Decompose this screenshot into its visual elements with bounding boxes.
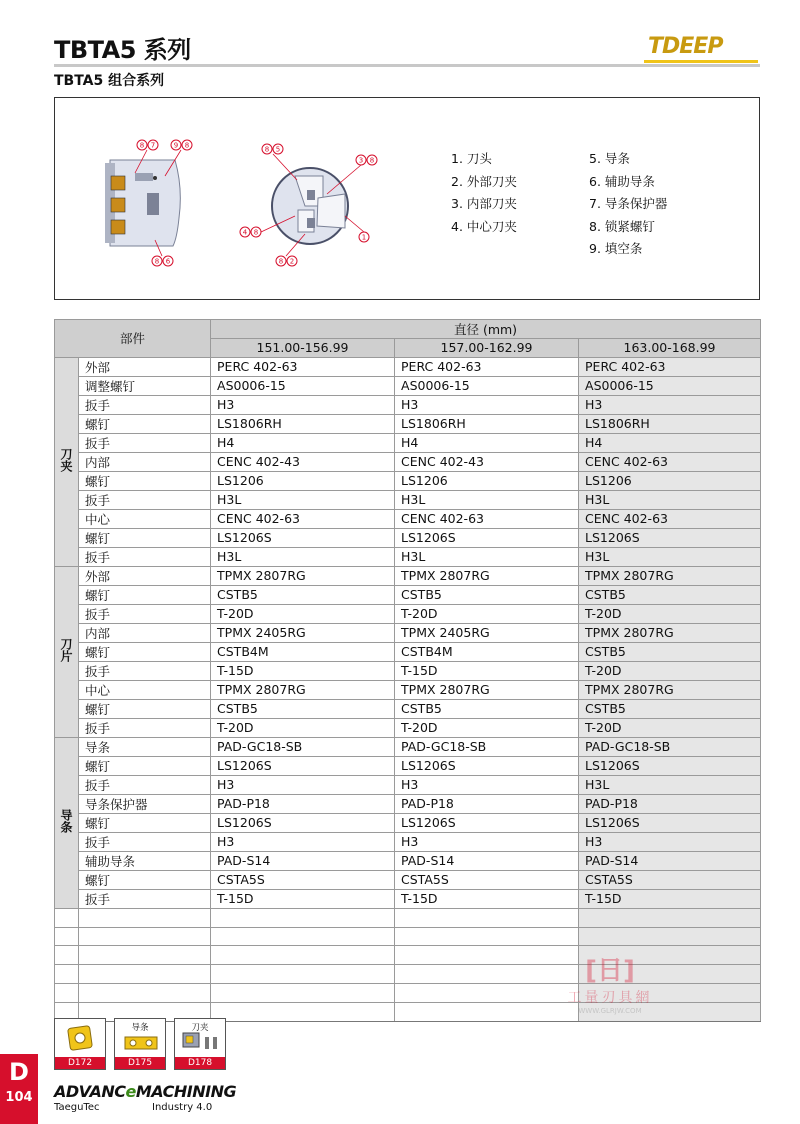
- assembly-diagram: [54, 97, 760, 300]
- legend-item: 1. 刀头: [451, 151, 492, 166]
- part-name-cell: 外部: [79, 566, 211, 585]
- part-code-cell: T-20D: [395, 718, 579, 737]
- empty-cell: [79, 983, 211, 1002]
- range-header: 157.00-162.99: [395, 339, 579, 358]
- legend-item: 2. 外部刀夹: [451, 173, 517, 189]
- empty-cell: [579, 927, 761, 946]
- legend-item: 5. 导条: [589, 151, 630, 166]
- part-name-cell: 导条保护器: [79, 794, 211, 813]
- watermark-url: WWW.GLRJW.COM: [578, 1007, 642, 1015]
- table-row: [55, 471, 761, 490]
- empty-cell: [579, 908, 761, 927]
- brand-logo: TDEEP: [648, 34, 723, 59]
- table-row: [55, 395, 761, 414]
- callout-label: 8: [253, 228, 259, 237]
- part-code-cell: LS1206S: [395, 528, 579, 547]
- empty-cell: [211, 965, 395, 984]
- part-code-cell: CSTA5S: [211, 870, 395, 889]
- table-row: [55, 433, 761, 452]
- legend-item: 7. 导条保护器: [589, 196, 668, 211]
- table-row: [55, 794, 761, 813]
- part-name-cell: 中心: [79, 680, 211, 699]
- part-code-cell: CSTA5S: [579, 870, 761, 889]
- part-name-cell: 螺钉: [79, 699, 211, 718]
- part-name-cell: 螺钉: [79, 756, 211, 775]
- table-row: [55, 509, 761, 528]
- part-code-cell: H3L: [395, 490, 579, 509]
- part-code-cell: CSTB4M: [211, 642, 395, 661]
- part-code-cell: LS1806RH: [211, 414, 395, 433]
- table-row: [55, 414, 761, 433]
- empty-cell: [395, 927, 579, 946]
- part-header: 部件: [55, 320, 211, 358]
- table-row: [55, 490, 761, 509]
- part-name-cell: 螺钉: [79, 870, 211, 889]
- empty-cell: [79, 965, 211, 984]
- empty-cell: [55, 983, 79, 1002]
- part-code-cell: LS1806RH: [579, 414, 761, 433]
- ref-pad[interactable]: [114, 1018, 166, 1070]
- table-row: [55, 832, 761, 851]
- group-label-text: 刀夹: [59, 448, 73, 473]
- table-row: [55, 813, 761, 832]
- table-row: [55, 528, 761, 547]
- empty-cell: [211, 1002, 395, 1021]
- empty-cell: [79, 946, 211, 965]
- footer-company: TaeguTec: [54, 1102, 100, 1113]
- part-code-cell: CSTB5: [395, 699, 579, 718]
- table-row: [55, 585, 761, 604]
- tool-illustration: [55, 98, 435, 298]
- table-row: [55, 566, 761, 585]
- table-row: [55, 718, 761, 737]
- part-name-cell: 扳手: [79, 889, 211, 908]
- ref-cartridge[interactable]: [174, 1018, 226, 1070]
- part-code-cell: LS1206S: [211, 813, 395, 832]
- empty-row: [55, 927, 761, 946]
- empty-cell: [211, 983, 395, 1002]
- callout-label: 8: [278, 257, 284, 266]
- empty-cell: [55, 965, 79, 984]
- page-subtitle: TBTA5 组合系列: [54, 73, 165, 89]
- part-code-cell: TPMX 2405RG: [211, 623, 395, 642]
- table-row: [55, 851, 761, 870]
- part-name-cell: 扳手: [79, 832, 211, 851]
- part-code-cell: PAD-P18: [211, 794, 395, 813]
- part-code-cell: LS1206S: [579, 756, 761, 775]
- parts-table: [54, 319, 761, 1022]
- part-code-cell: LS1206S: [211, 528, 395, 547]
- range-header: 151.00-156.99: [211, 339, 395, 358]
- part-code-cell: PAD-S14: [579, 851, 761, 870]
- empty-cell: [55, 908, 79, 927]
- table-row: [55, 737, 761, 756]
- empty-cell: [211, 908, 395, 927]
- part-code-cell: H3: [395, 775, 579, 794]
- part-code-cell: PERC 402-63: [395, 357, 579, 376]
- part-code-cell: TPMX 2807RG: [395, 680, 579, 699]
- part-code-cell: CSTB5: [579, 642, 761, 661]
- ref-code: D175: [115, 1057, 165, 1069]
- logo-left: ADVANC: [54, 1082, 126, 1101]
- part-code-cell: CENC 402-43: [211, 452, 395, 471]
- brand-underline: [644, 60, 758, 63]
- watermark-mark: [日]: [585, 956, 635, 986]
- part-code-cell: LS1206S: [579, 813, 761, 832]
- part-code-cell: H3: [579, 832, 761, 851]
- table-row: [55, 642, 761, 661]
- part-code-cell: TPMX 2807RG: [579, 680, 761, 699]
- part-code-cell: LS1806RH: [395, 414, 579, 433]
- ref-insert[interactable]: [54, 1018, 106, 1070]
- group-label: [55, 357, 79, 566]
- part-name-cell: 内部: [79, 452, 211, 471]
- part-code-cell: LS1206: [211, 471, 395, 490]
- empty-cell: [79, 908, 211, 927]
- part-code-cell: PAD-P18: [579, 794, 761, 813]
- part-code-cell: T-15D: [395, 661, 579, 680]
- callout-label: 7: [150, 141, 156, 150]
- table-row: [55, 623, 761, 642]
- title-rule: [54, 64, 760, 67]
- table-row: [55, 870, 761, 889]
- part-name-cell: 导条: [79, 737, 211, 756]
- part-code-cell: H3: [395, 395, 579, 414]
- page-number: 104: [5, 1090, 33, 1105]
- part-code-cell: H3L: [211, 547, 395, 566]
- empty-cell: [55, 946, 79, 965]
- logo-right: MACHINING: [135, 1082, 237, 1101]
- part-code-cell: PAD-P18: [395, 794, 579, 813]
- table-row: [55, 357, 761, 376]
- ref-label: 刀夹: [191, 1023, 209, 1033]
- part-code-cell: PERC 402-63: [579, 357, 761, 376]
- part-code-cell: H3L: [211, 490, 395, 509]
- part-code-cell: H3: [395, 832, 579, 851]
- part-code-cell: CENC 402-63: [579, 452, 761, 471]
- legend-left: [451, 148, 517, 238]
- legend-item: 8. 锁紧螺钉: [589, 218, 655, 234]
- part-name-cell: 扳手: [79, 395, 211, 414]
- ref-code: D178: [175, 1057, 225, 1069]
- range-header: 163.00-168.99: [579, 339, 761, 358]
- group-label: [55, 737, 79, 908]
- part-code-cell: TPMX 2807RG: [211, 566, 395, 585]
- legend-item: 6. 辅助导条: [589, 173, 655, 189]
- diameter-header: 直径 (mm): [211, 320, 761, 339]
- callout-label: 1: [361, 233, 367, 242]
- part-code-cell: CSTB5: [579, 585, 761, 604]
- legend-item: 3. 内部刀夹: [451, 196, 517, 211]
- part-code-cell: PERC 402-63: [211, 357, 395, 376]
- empty-cell: [211, 927, 395, 946]
- part-code-cell: T-20D: [579, 604, 761, 623]
- part-code-cell: H4: [579, 433, 761, 452]
- watermark-text: 工量刃具網: [567, 990, 653, 1006]
- part-name-cell: 螺钉: [79, 585, 211, 604]
- part-code-cell: T-15D: [211, 661, 395, 680]
- table-row: [55, 699, 761, 718]
- part-code-cell: LS1206: [579, 471, 761, 490]
- part-code-cell: CSTB5: [579, 699, 761, 718]
- part-name-cell: 螺钉: [79, 471, 211, 490]
- part-name-cell: 螺钉: [79, 642, 211, 661]
- part-code-cell: CSTB5: [395, 585, 579, 604]
- parts-table-body: [55, 357, 761, 1021]
- part-name-cell: 螺钉: [79, 528, 211, 547]
- part-name-cell: 外部: [79, 357, 211, 376]
- part-name-cell: 中心: [79, 509, 211, 528]
- callout-label: 2: [289, 257, 295, 266]
- callout-label: 8: [184, 141, 190, 150]
- part-name-cell: 内部: [79, 623, 211, 642]
- part-code-cell: PAD-GC18-SB: [211, 737, 395, 756]
- group-label: [55, 566, 79, 737]
- part-code-cell: T-15D: [211, 889, 395, 908]
- footer-tagline: Industry 4.0: [152, 1102, 213, 1113]
- table-row: [55, 680, 761, 699]
- callout-label: 8: [264, 145, 270, 154]
- legend-right: [589, 148, 667, 261]
- legend-item: 4. 中心刀夹: [451, 218, 517, 234]
- part-code-cell: TPMX 2807RG: [579, 566, 761, 585]
- part-code-cell: H4: [211, 433, 395, 452]
- table-row: [55, 452, 761, 471]
- part-code-cell: TPMX 2807RG: [579, 623, 761, 642]
- part-code-cell: AS0006-15: [211, 376, 395, 395]
- part-name-cell: 扳手: [79, 433, 211, 452]
- table-row: [55, 756, 761, 775]
- callout-label: 8: [369, 156, 375, 165]
- part-name-cell: 扳手: [79, 775, 211, 794]
- part-code-cell: CSTB5: [211, 699, 395, 718]
- part-code-cell: CSTB4M: [395, 642, 579, 661]
- part-code-cell: LS1206S: [395, 756, 579, 775]
- part-code-cell: CENC 402-63: [211, 509, 395, 528]
- watermark: [540, 950, 680, 1020]
- part-code-cell: CENC 402-63: [579, 509, 761, 528]
- part-code-cell: PAD-S14: [395, 851, 579, 870]
- part-name-cell: 扳手: [79, 490, 211, 509]
- callout-label: 8: [139, 141, 145, 150]
- part-code-cell: PAD-GC18-SB: [395, 737, 579, 756]
- table-row: [55, 889, 761, 908]
- empty-cell: [55, 927, 79, 946]
- callout-label: 4: [242, 228, 248, 237]
- part-code-cell: TPMX 2807RG: [395, 566, 579, 585]
- part-code-cell: T-20D: [211, 718, 395, 737]
- empty-row: [55, 908, 761, 927]
- callout-label: 5: [275, 145, 281, 154]
- part-code-cell: H3L: [579, 490, 761, 509]
- empty-cell: [79, 927, 211, 946]
- part-code-cell: T-20D: [579, 718, 761, 737]
- part-name-cell: 螺钉: [79, 813, 211, 832]
- part-code-cell: AS0006-15: [395, 376, 579, 395]
- part-code-cell: LS1206S: [579, 528, 761, 547]
- callout-label: 6: [165, 257, 171, 266]
- part-code-cell: LS1206S: [211, 756, 395, 775]
- part-code-cell: H4: [395, 433, 579, 452]
- insert-icon: [55, 1019, 107, 1059]
- part-code-cell: H3L: [579, 547, 761, 566]
- page-title: TBTA5 系列: [54, 36, 191, 64]
- part-code-cell: T-20D: [211, 604, 395, 623]
- part-code-cell: TPMX 2405RG: [395, 623, 579, 642]
- logo-mark: e: [125, 1082, 136, 1101]
- table-row: [55, 604, 761, 623]
- section-letter: D: [9, 1058, 29, 1086]
- part-code-cell: T-15D: [395, 889, 579, 908]
- part-name-cell: 扳手: [79, 661, 211, 680]
- part-code-cell: PAD-GC18-SB: [579, 737, 761, 756]
- part-code-cell: H3: [211, 395, 395, 414]
- ref-label: 导条: [131, 1023, 149, 1033]
- part-code-cell: TPMX 2807RG: [211, 680, 395, 699]
- part-name-cell: 调整螺钉: [79, 376, 211, 395]
- part-code-cell: T-20D: [579, 661, 761, 680]
- part-name-cell: 螺钉: [79, 414, 211, 433]
- ref-code: D172: [55, 1057, 105, 1069]
- part-code-cell: CENC 402-63: [395, 509, 579, 528]
- table-row: [55, 376, 761, 395]
- part-code-cell: H3: [211, 832, 395, 851]
- table-row: [55, 661, 761, 680]
- callout-label: 9: [173, 141, 179, 150]
- callout-label: 3: [358, 156, 364, 165]
- table-row: [55, 547, 761, 566]
- legend-item: 9. 填空条: [589, 241, 643, 256]
- part-code-cell: T-20D: [395, 604, 579, 623]
- part-code-cell: H3: [211, 775, 395, 794]
- section-tab: [0, 1054, 38, 1124]
- part-code-cell: PAD-S14: [211, 851, 395, 870]
- part-code-cell: H3L: [579, 775, 761, 794]
- part-name-cell: 扳手: [79, 718, 211, 737]
- part-code-cell: AS0006-15: [579, 376, 761, 395]
- empty-cell: [211, 946, 395, 965]
- group-label-text: 刀片: [59, 638, 73, 663]
- part-code-cell: CSTA5S: [395, 870, 579, 889]
- part-name-cell: 扳手: [79, 604, 211, 623]
- part-code-cell: CSTB5: [211, 585, 395, 604]
- part-code-cell: T-15D: [579, 889, 761, 908]
- part-name-cell: 扳手: [79, 547, 211, 566]
- part-code-cell: H3L: [395, 547, 579, 566]
- part-code-cell: CENC 402-43: [395, 452, 579, 471]
- table-row: [55, 775, 761, 794]
- part-name-cell: 辅助导条: [79, 851, 211, 870]
- part-code-cell: LS1206S: [395, 813, 579, 832]
- footer-logo: [54, 1082, 236, 1101]
- part-code-cell: LS1206: [395, 471, 579, 490]
- empty-cell: [395, 908, 579, 927]
- part-code-cell: H3: [579, 395, 761, 414]
- group-label-text: 导条: [59, 809, 73, 834]
- callout-label: 8: [154, 257, 160, 266]
